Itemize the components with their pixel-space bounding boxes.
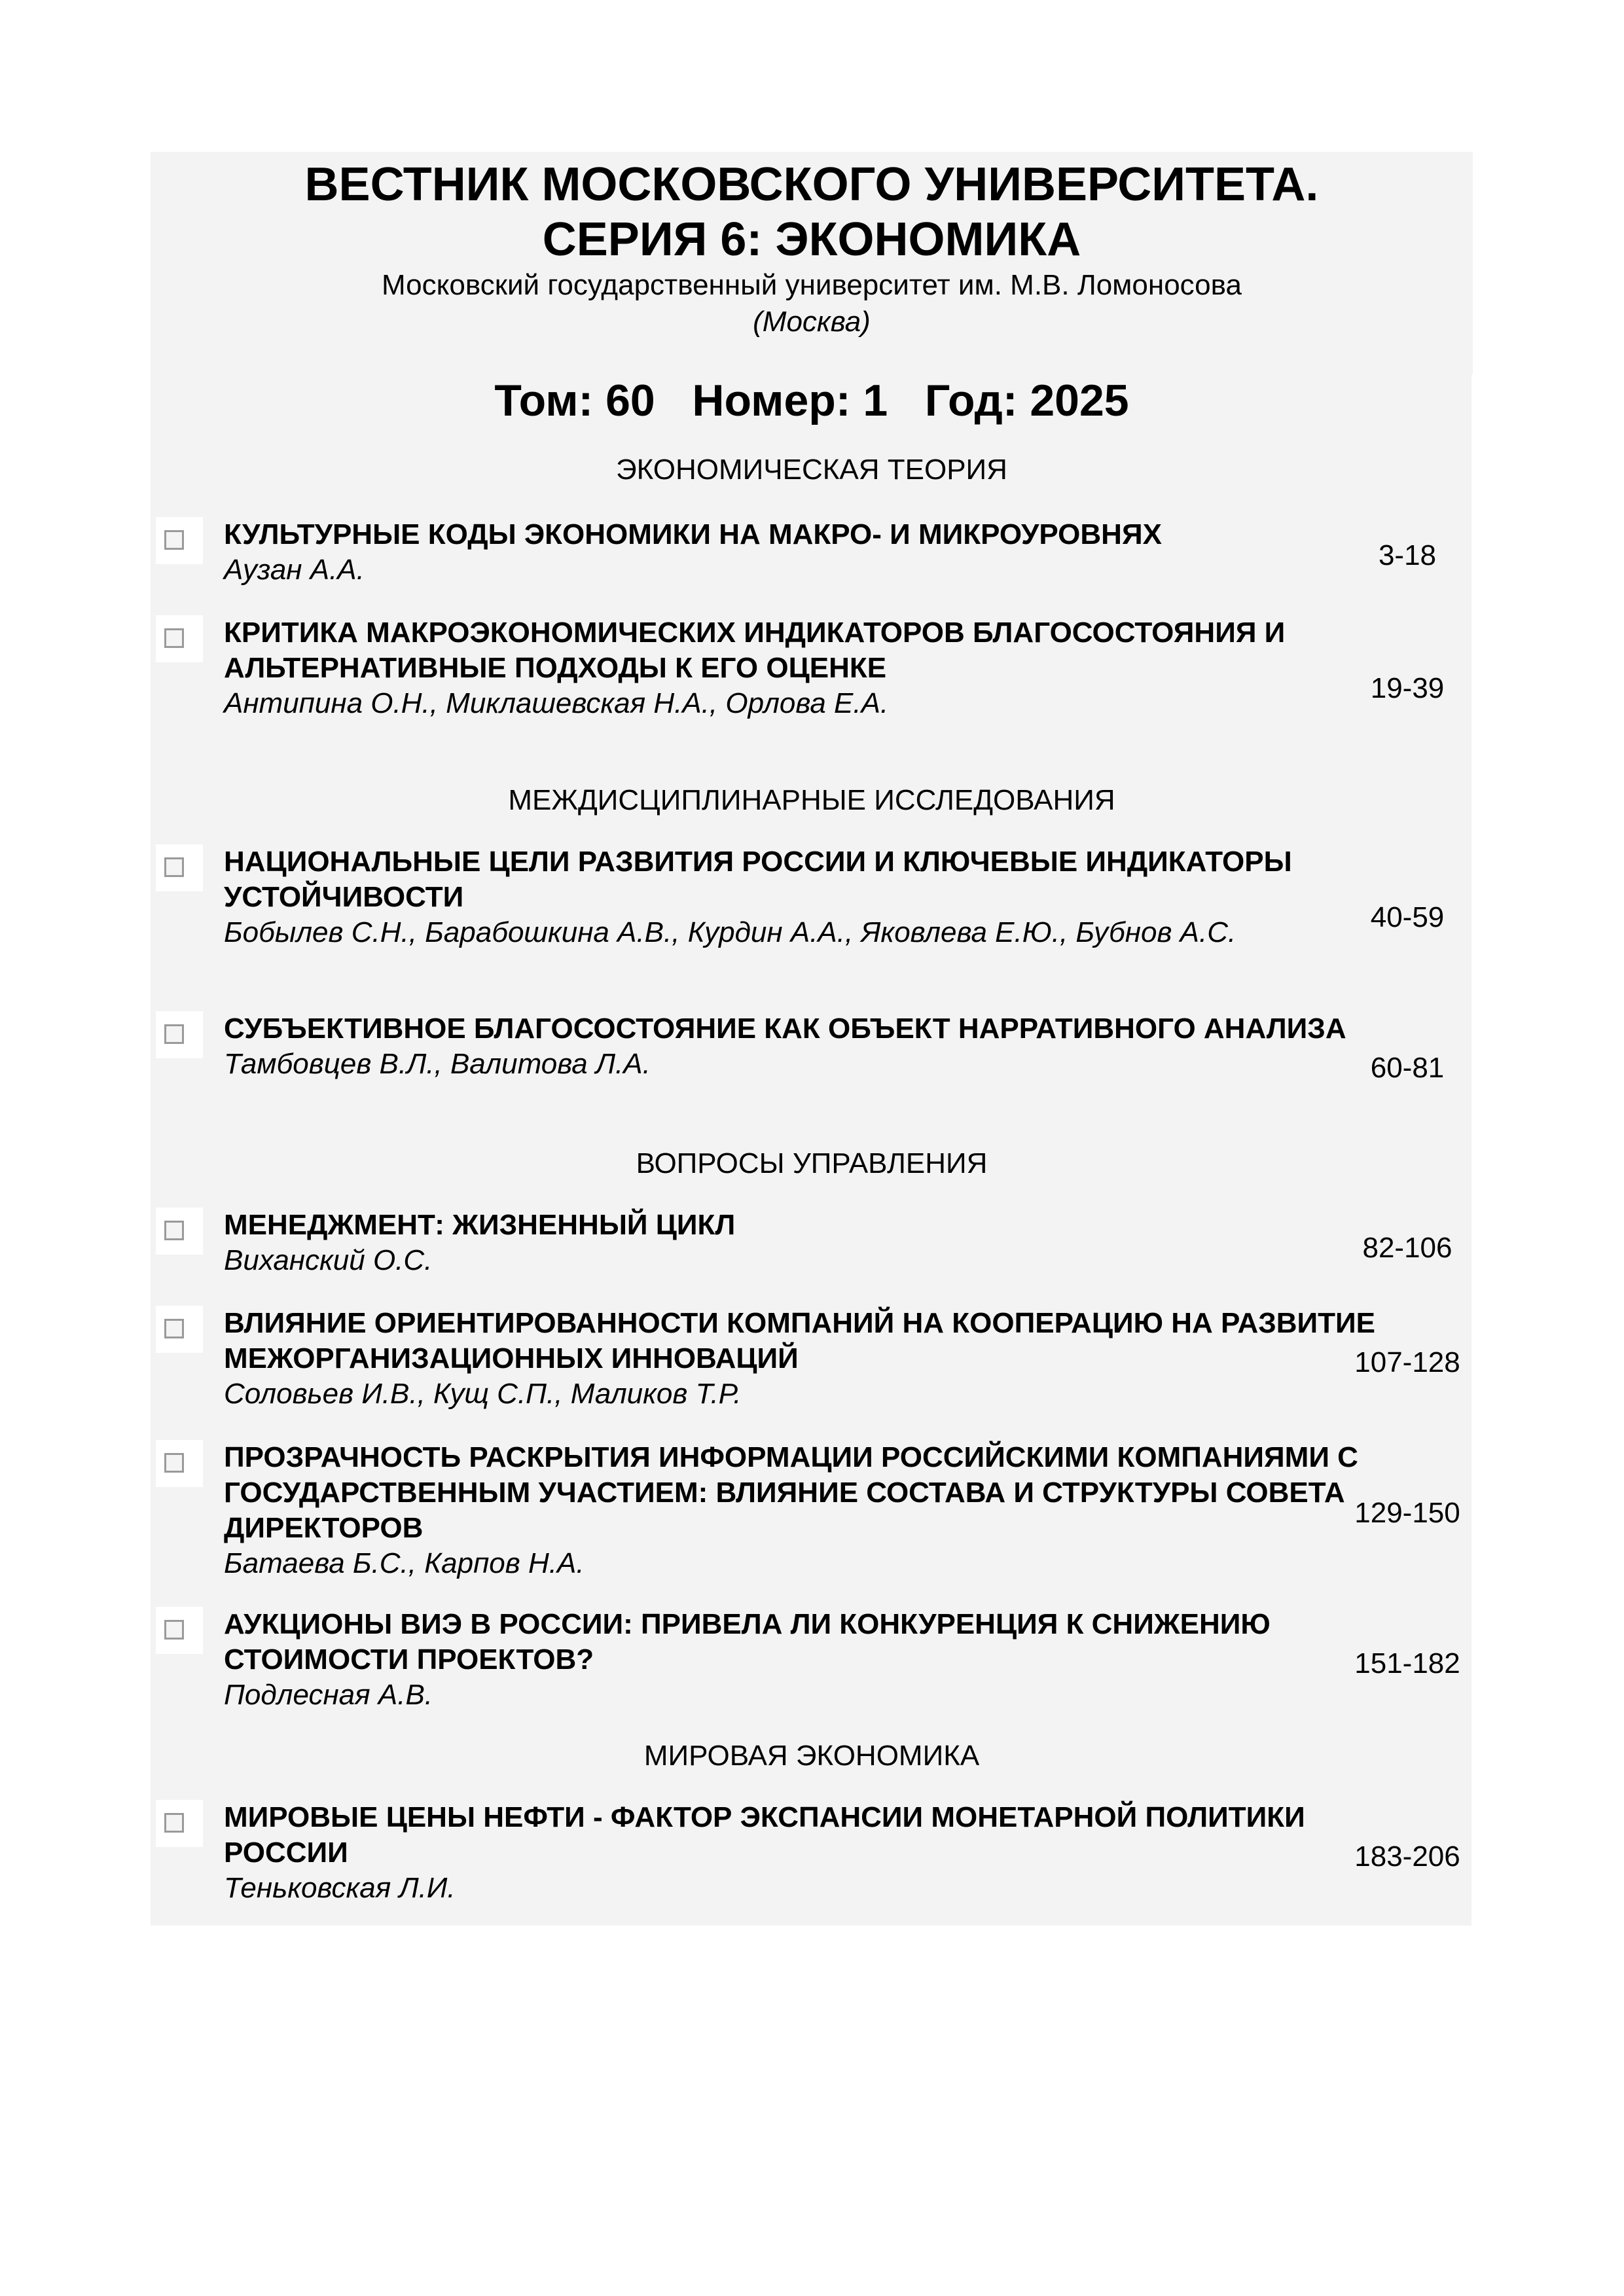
article-text [224, 1800, 1382, 1906]
select-checkbox[interactable] [156, 1440, 203, 1487]
article-authors: Аузан А.А. [224, 554, 365, 586]
checkbox-icon [164, 857, 184, 877]
journal-title-line-2: СЕРИЯ 6: ЭКОНОМИКА [542, 213, 1081, 266]
article-title[interactable]: КУЛЬТУРНЫЕ КОДЫ ЭКОНОМИКИ НА МАКРО- И МИКРОУРОВНЯХ [224, 518, 1162, 550]
article-authors: Виханский О.С. [224, 1244, 433, 1276]
article-pages: 60-81 [1370, 1052, 1445, 1084]
article-pages: 107-128 [1354, 1346, 1460, 1378]
section-heading: МЕЖДИСЦИПЛИНАРНЫЕ ИССЛЕДОВАНИЯ [508, 784, 1115, 816]
select-checkbox[interactable] [156, 844, 203, 891]
article-authors: Подлесная А.В. [224, 1679, 433, 1711]
article-title[interactable]: СУБЪЕКТИВНОЕ БЛАГОСОСТОЯНИЕ КАК ОБЪЕКТ НАРРАТИВНОГО АНАЛИЗА [224, 1013, 1346, 1045]
select-checkbox[interactable] [156, 1607, 203, 1654]
select-checkbox[interactable] [156, 1306, 203, 1353]
article-text [224, 1011, 1382, 1082]
publisher-name: Московский государственный университет им. М.В. Ломоносова [381, 269, 1242, 301]
publisher-city: (Москва) [753, 306, 871, 338]
article-title[interactable]: КРИТИКА МАКРОЭКОНОМИЧЕСКИХ ИНДИКАТОРОВ БЛАГОСОСТОЯНИЯ И АЛЬТЕРНАТИВНЫЕ ПОДХОДЫ К ЕГО ОЦЕНКЕ [224, 617, 1286, 684]
article-text [224, 1440, 1382, 1581]
article-authors: Батаева Б.С., Карпов Н.А. [224, 1547, 585, 1579]
article-pages: 183-206 [1354, 1840, 1460, 1873]
article-authors: Антипина О.Н., Миклашевская Н.А., Орлова Е.А. [224, 687, 889, 719]
article-text [224, 844, 1382, 950]
article-text [224, 1306, 1382, 1412]
checkbox-icon [164, 530, 184, 550]
checkbox-icon [164, 1813, 184, 1833]
article-pages: 19-39 [1370, 672, 1445, 704]
checkbox-icon [164, 1453, 184, 1473]
checkbox-icon [164, 1620, 184, 1640]
section-heading: ЭКОНОМИЧЕСКАЯ ТЕОРИЯ [616, 454, 1007, 486]
article-text [224, 615, 1382, 721]
article-text [224, 1208, 1382, 1278]
article-authors: Тамбовцев В.Л., Валитова Л.А. [224, 1048, 651, 1080]
article-title[interactable]: ПРОЗРАЧНОСТЬ РАСКРЫТИЯ ИНФОРМАЦИИ РОССИЙСКИМИ КОМПАНИЯМИ С ГОСУДАРСТВЕННЫМ УЧАСТИЕМ: ВЛИЯНИЕ СОСТАВА И СТРУКТУРЫ СОВЕТА ДИРЕКТОРОВ [224, 1441, 1358, 1544]
article-pages: 151-182 [1354, 1647, 1460, 1679]
article-authors: Соловьев И.В., Кущ С.П., Маликов Т.Р. [224, 1378, 742, 1410]
article-pages: 40-59 [1370, 901, 1445, 933]
select-checkbox[interactable] [156, 1208, 203, 1255]
article-pages: 3-18 [1378, 539, 1437, 571]
article-title[interactable]: МИРОВЫЕ ЦЕНЫ НЕФТИ - ФАКТОР ЭКСПАНСИИ МОНЕТАРНОЙ ПОЛИТИКИ РОССИИ [224, 1801, 1305, 1869]
article-text [224, 517, 1382, 588]
checkbox-icon [164, 628, 184, 648]
article-authors: Теньковская Л.И. [224, 1872, 456, 1904]
checkbox-icon [164, 1024, 184, 1044]
checkbox-icon [164, 1319, 184, 1338]
article-title[interactable]: МЕНЕДЖМЕНТ: ЖИЗНЕННЫЙ ЦИКЛ [224, 1209, 736, 1241]
article-title[interactable]: НАЦИОНАЛЬНЫЕ ЦЕЛИ РАЗВИТИЯ РОССИИ И КЛЮЧЕВЫЕ ИНДИКАТОРЫ УСТОЙЧИВОСТИ [224, 846, 1292, 913]
select-checkbox[interactable] [156, 615, 203, 662]
article-title[interactable]: ВЛИЯНИЕ ОРИЕНТИРОВАННОСТИ КОМПАНИЙ НА КООПЕРАЦИЮ НА РАЗВИТИЕ МЕЖОРГАНИЗАЦИОННЫХ ИННОВАЦИЙ [224, 1307, 1376, 1374]
article-title[interactable]: АУКЦИОНЫ ВИЭ В РОССИИ: ПРИВЕЛА ЛИ КОНКУРЕНЦИЯ К СНИЖЕНИЮ СТОИМОСТИ ПРОЕКТОВ? [224, 1608, 1271, 1676]
issue-info: Том: 60 Номер: 1 Год: 2025 [494, 376, 1129, 425]
section-heading: ВОПРОСЫ УПРАВЛЕНИЯ [636, 1147, 988, 1179]
article-authors: Бобылев С.Н., Барабошкина А.В., Курдин А.А., Яковлева Е.Ю., Бубнов А.С. [224, 916, 1236, 948]
select-checkbox[interactable] [156, 1800, 203, 1847]
section-heading: МИРОВАЯ ЭКОНОМИКА [643, 1740, 980, 1772]
checkbox-icon [164, 1221, 184, 1240]
select-checkbox[interactable] [156, 1011, 203, 1058]
article-pages: 82-106 [1362, 1232, 1453, 1264]
journal-title-line-1: ВЕСТНИК МОСКОВСКОГО УНИВЕРСИТЕТА. [304, 158, 1319, 211]
article-pages: 129-150 [1354, 1497, 1460, 1529]
select-checkbox[interactable] [156, 517, 203, 564]
journal-title [151, 157, 1473, 267]
article-text [224, 1607, 1382, 1713]
